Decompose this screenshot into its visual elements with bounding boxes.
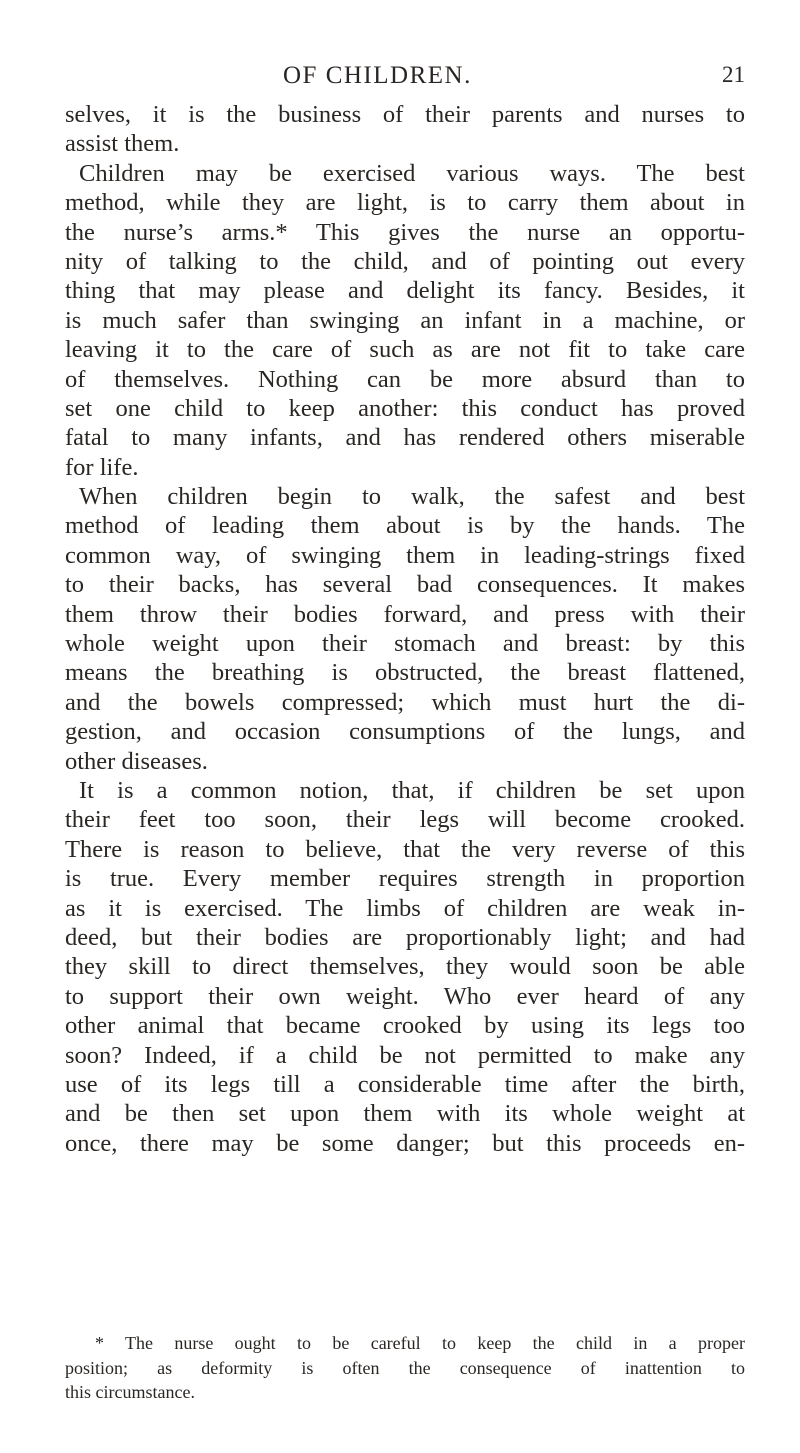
text-line: the nurse’s arms.* This gives the nurse an opportu- [65, 218, 745, 246]
text-line: and the bowels compressed; which must hurt the di- [65, 688, 745, 716]
text-line: fatal to many infants, and has rendered others miserable [65, 424, 745, 452]
text-line: them throw their bodies forward, and press with their [65, 600, 745, 628]
text-line: There is reason to believe, that the very reverse of this [65, 835, 745, 863]
text-line: and be then set upon them with its whole weight at [65, 1100, 745, 1128]
footnote [65, 1331, 745, 1405]
paragraph-3 [65, 482, 745, 776]
footnote-line: * The nurse ought to be careful to keep the child in a proper [95, 1333, 745, 1353]
text-line: leaving it to the care of such as are not fit to take care [65, 336, 745, 364]
text-line: means the breathing is obstructed, the breast flattened, [65, 659, 745, 687]
text-line: set one child to keep another: this conduct has proved [65, 394, 745, 422]
text-line: soon? Indeed, if a child be not permitted to make any [65, 1041, 745, 1069]
paragraph-2 [65, 159, 745, 482]
running-head [0, 62, 800, 94]
text-line: It is a common notion, that, if children be set upon [79, 776, 745, 804]
text-line: whole weight upon their stomach and breast: by this [65, 630, 745, 658]
text-line: is true. Every member requires strength in proportion [65, 865, 745, 893]
text-line: When children begin to walk, the safest and best [79, 483, 745, 511]
text-line: to their backs, has several bad consequences. It makes [65, 571, 745, 599]
footnote-line: this circumstance. [65, 1382, 195, 1402]
text-line: is much safer than swinging an infant in a machine, or [65, 306, 745, 334]
text-line: they skill to direct themselves, they would soon be able [65, 953, 745, 981]
text-line: their feet too soon, their legs will become crooked. [65, 806, 745, 834]
text-line: thing that may please and delight its fancy. Besides, it [65, 277, 745, 305]
paragraph-4 [65, 776, 745, 1158]
text-line: method, while they are light, is to carry them about in [65, 189, 745, 217]
text-line: of themselves. Nothing can be more absurd than to [65, 365, 745, 393]
text-line: assist them. [65, 130, 180, 158]
body-text [65, 100, 745, 1158]
text-line: other diseases. [65, 747, 208, 775]
text-line: gestion, and occasion consumptions of the lungs, and [65, 718, 745, 746]
text-line: common way, of swinging them in leading-strings fixed [65, 541, 745, 569]
text-line: for life. [65, 453, 139, 481]
text-line: once, there may be some danger; but this proceeds en- [65, 1129, 745, 1157]
text-line: to support their own weight. Who ever heard of any [65, 982, 745, 1010]
text-line: selves, it is the business of their parents and nurses to [65, 101, 745, 128]
text-line: use of its legs till a considerable time after the birth, [65, 1070, 745, 1098]
text-line: as it is exercised. The limbs of children are weak in- [65, 894, 745, 922]
text-line: Children may be exercised various ways. The best [79, 159, 745, 187]
page-number: 21 [722, 62, 745, 87]
text-line: method of leading them about is by the hands. The [65, 512, 745, 540]
paragraph-1 [65, 100, 745, 159]
running-title: OF CHILDREN. [283, 62, 472, 89]
text-line: other animal that became crooked by using its legs too [65, 1012, 745, 1040]
text-line: deed, but their bodies are proportionably light; and had [65, 923, 745, 951]
text-line: nity of talking to the child, and of pointing out every [65, 247, 745, 275]
footnote-line: position; as deformity is often the consequence of inattention to [65, 1357, 745, 1378]
